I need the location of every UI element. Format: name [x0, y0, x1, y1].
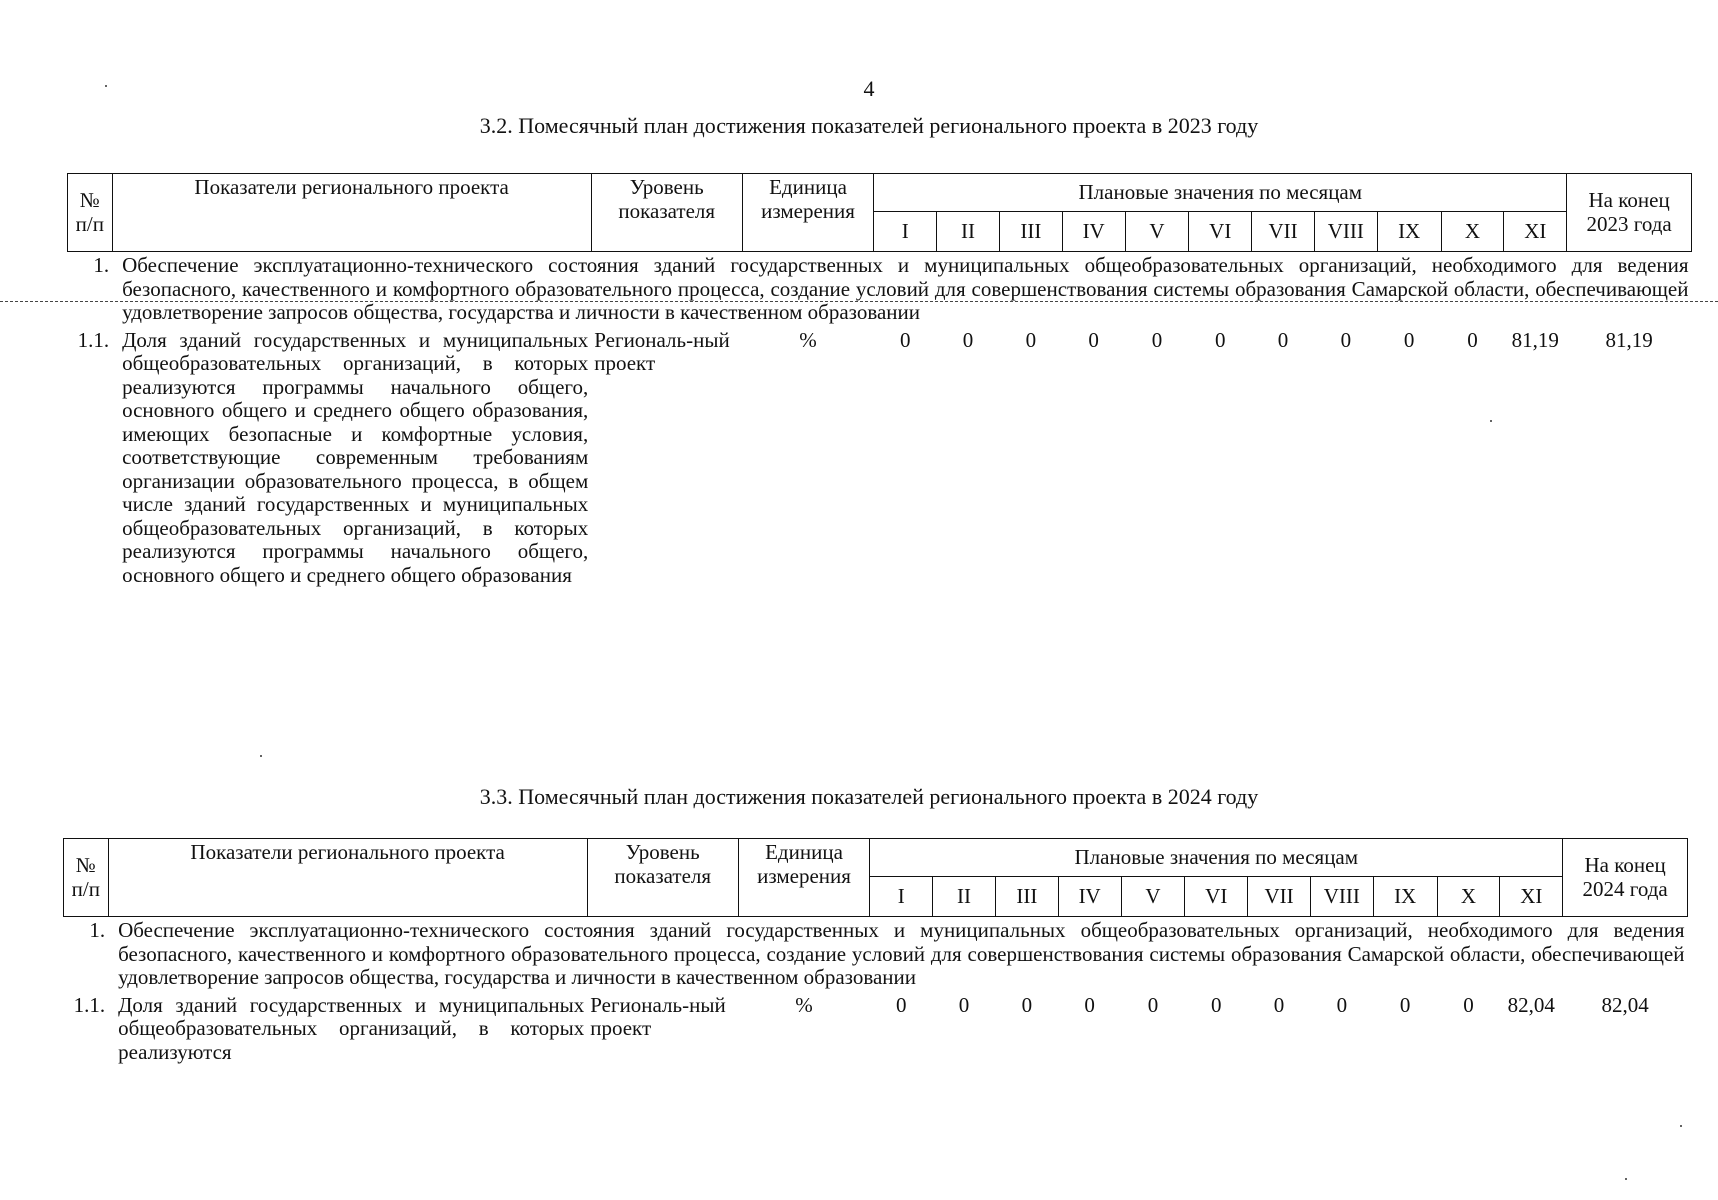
header-indicators: Показатели регионального проекта: [108, 839, 587, 917]
month-header: XI: [1504, 212, 1567, 252]
header-num: № п/п: [64, 839, 109, 917]
header-num: № п/п: [68, 174, 113, 252]
goal-text: Обеспечение эксплуатационно-технического состояния зданий государственных и муниципальных общеобразовательных организаций, необходимого для ведения безопасного, качественного и комфортного образовательного процесса, создание условий для совершенствования системы образования Самарской области, обеспечивающей удовлетворение запросов общества, государства и личности в качественном образовании: [122, 253, 1689, 325]
month-header: X: [1441, 212, 1504, 252]
indicator-num: 1.1.: [77, 327, 110, 352]
month-header: IV: [1062, 212, 1125, 252]
month-value: 0: [900, 327, 911, 352]
indicator-level: Региональ-ный проект: [590, 992, 726, 1041]
plan-table-2024: [63, 838, 1688, 1066]
month-header: VIII: [1310, 877, 1373, 917]
section-title-2024: 3.3. Помесячный план достижения показателей регионального проекта в 2024 году: [479, 784, 1259, 809]
header-level: Уровень показателя: [591, 174, 742, 252]
header-indicators: Показатели регионального проекта: [112, 174, 591, 252]
month-header: VIII: [1314, 212, 1377, 252]
indicator-unit: %: [795, 992, 813, 1017]
indicator-text: Доля зданий государственных и муниципальных общеобразовательных организаций, в которых реализуются программы начального общего, основного общего и среднего общего образования, имеющих безопасные и комфортные условия, соответствующие современным требованиям организации образовательного процесса, в общем числе зданий государственных и муниципальных общеобразовательных организаций, в которых реализуются программы начального общего, основного общего и среднего общего образования: [122, 327, 589, 587]
month-header: VII: [1248, 877, 1311, 917]
month-value: 0: [962, 327, 974, 352]
month-header: III: [995, 877, 1058, 917]
page-number: 4: [863, 76, 875, 101]
month-value: 0: [1463, 992, 1474, 1017]
month-value: 0: [1336, 992, 1348, 1017]
indicator-level: Региональ-ный проект: [594, 327, 730, 376]
scan-speck: [1625, 1178, 1627, 1180]
scan-speck: [260, 755, 262, 757]
goal-num: 1.: [93, 253, 110, 277]
month-header: VI: [1189, 212, 1252, 252]
indicator-row: [64, 992, 1688, 1067]
month-header: II: [933, 877, 996, 917]
header-planned: Плановые значения по месяцам: [874, 174, 1567, 212]
header-unit: Единица измерения: [738, 839, 870, 917]
month-header: V: [1125, 212, 1189, 252]
scan-speck: [1490, 420, 1492, 422]
month-value: 82,04: [1507, 992, 1555, 1017]
month-header: XI: [1500, 877, 1563, 917]
header-level: Уровень показателя: [587, 839, 738, 917]
month-value: 0: [896, 992, 907, 1017]
month-header: I: [870, 877, 933, 917]
month-value: 0: [1211, 992, 1222, 1017]
month-header: II: [937, 212, 1000, 252]
month-header: IV: [1058, 877, 1121, 917]
scan-speck: [1680, 1125, 1682, 1127]
header-unit: Единица измерения: [742, 174, 874, 252]
month-value: 0: [1273, 992, 1285, 1017]
month-value: 0: [1277, 327, 1289, 352]
month-value: 0: [1215, 327, 1226, 352]
month-header: V: [1121, 877, 1185, 917]
month-value: 81,19: [1511, 327, 1559, 352]
indicator-unit: %: [799, 327, 817, 352]
month-header: VI: [1185, 877, 1248, 917]
month-value: 0: [1340, 327, 1352, 352]
month-header: VII: [1252, 212, 1315, 252]
month-value: 0: [1151, 327, 1163, 352]
month-value: 0: [1147, 992, 1159, 1017]
indicator-row: [68, 327, 1692, 590]
month-header: III: [999, 212, 1062, 252]
month-value: 0: [958, 992, 970, 1017]
month-value: 0: [1467, 327, 1478, 352]
month-header: IX: [1373, 877, 1437, 917]
month-header: IX: [1377, 212, 1441, 252]
goal-text: Обеспечение эксплуатационно-технического состояния зданий государственных и муниципальных общеобразовательных организаций, необходимого для ведения безопасного, качественного и комфортного образовательного процесса, создание условий для совершенствования системы образования Самарской области, обеспечивающей удовлетворение запросов общества, государства и личности в качественном образовании: [118, 918, 1685, 990]
goal-row: [64, 917, 1688, 992]
end-value: 82,04: [1601, 992, 1649, 1017]
indicator-num: 1.1.: [73, 992, 106, 1017]
month-value: 0: [1088, 327, 1099, 352]
month-value: 0: [1025, 327, 1037, 352]
plan-table-2023: [67, 173, 1692, 589]
header-end: На конец 2023 года: [1567, 174, 1692, 252]
header-end: На конец 2024 года: [1563, 839, 1688, 917]
indicator-text: Доля зданий государственных и муниципальных общеобразовательных организаций, в которых реализуются: [118, 992, 585, 1064]
scan-speck: [105, 85, 107, 87]
month-header: X: [1437, 877, 1500, 917]
header-planned: Плановые значения по месяцам: [870, 839, 1563, 877]
month-value: 0: [1399, 992, 1411, 1017]
end-value: 81,19: [1605, 327, 1653, 352]
goal-row: [68, 252, 1692, 327]
month-value: 0: [1403, 327, 1415, 352]
section-title-2023: 3.2. Помесячный план достижения показателей регионального проекта в 2023 году: [479, 113, 1259, 138]
month-value: 0: [1084, 992, 1095, 1017]
goal-num: 1.: [89, 918, 106, 942]
month-header: I: [874, 212, 937, 252]
month-value: 0: [1021, 992, 1033, 1017]
